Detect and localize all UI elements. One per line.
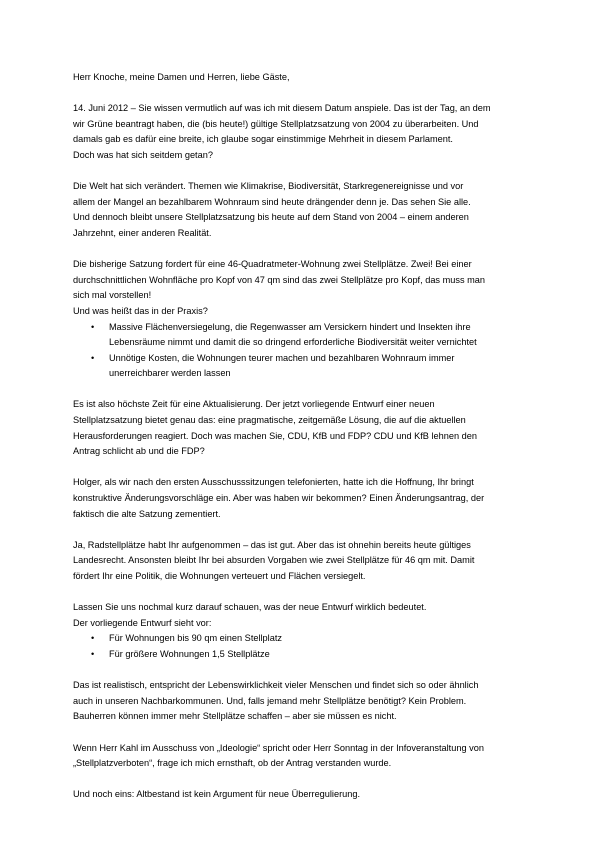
list-item xyxy=(73,351,543,382)
bullet-icon: • xyxy=(91,633,95,644)
list-item xyxy=(73,320,543,351)
consequences-list xyxy=(73,320,543,382)
list-item-text: Für Wohnungen bis 90 qm einen Stellplatz xyxy=(109,633,282,644)
document-page xyxy=(73,70,543,819)
draft-block xyxy=(73,600,543,662)
bullet-icon: • xyxy=(91,352,95,363)
bullet-icon: • xyxy=(91,321,95,332)
bullet-icon: • xyxy=(91,648,95,659)
greeting: Herr Knoche, meine Damen und Herren, liebe Gäste, xyxy=(73,72,290,82)
paragraph-world-changed: Die Welt hat sich verändert. Themen wie Klimakrise, Biodiversität, Starkregenereignisse und vor allem der Mangel an bezahlbarem Wohnraum sind heute drängender denn je. Das sehen Sie alle. Und dennoch bleibt unsere Stellplatzsatzung bis heute auf dem Stand von 2004 – einem anderen Jahrzehnt, einer anderen Realität. xyxy=(73,181,471,238)
list-item-text: Massive Flächenversiegelung, die Regenwasser am Versickern hindert und Insekten ihre Lebensräume nimmt und damit die so dringend erforderliche Biodiversität weiter vernichtet xyxy=(109,321,477,348)
paragraph-ideology: Wenn Herr Kahl im Ausschuss von „Ideologie“ spricht oder Herr Sonntag in der Infoveranstaltung von „Stellplatzverboten“, frage ich mich ernsthaft, ob der Antrag verstanden wurde. xyxy=(73,742,484,769)
paragraph-realistic: Das ist realistisch, entspricht der Lebenswirklichkeit vieler Menschen und findet sich so oder ähnlich auch in unseren Nachbarkommunen. Und, falls jemand mehr Stellplätze benötigt? Kein Problem. Bauherren können immer mehr Stellplätze schaffen – aber sie müssen es nicht. xyxy=(73,680,479,722)
paragraph-bike-parking: Ja, Radstellplätze habt Ihr aufgenommen – das ist gut. Aber das ist ohnehin bereits heute gültiges Landesrecht. Ansonsten bleibt Ihr bei absurden Vorgaben wie zwei Stellplätze für 46 qm mit. Damit fördert Ihr eine Politik, die Wohnungen verteuert und Flächen versiegelt. xyxy=(73,539,475,581)
list-item-text: Unnötige Kosten, die Wohnungen teurer machen und bezahlbaren Wohnraum immer unerreichbarer werden lassen xyxy=(109,352,455,379)
paragraph-holger: Holger, als wir nach den ersten Ausschusssitzungen telefonierten, hatte ich die Hoffnung, Ihr bringt konstruktive Änderungsvorschläge ein. Aber was haben wir bekommen? Einen Änderungsantrag, der faktisch die alte Satzung zementiert. xyxy=(73,477,485,519)
paragraph-date: 14. Juni 2012 – Sie wissen vermutlich auf was ich mit diesem Datum anspiele. Das ist der Tag, an dem wir Grüne beantragt haben, die (bis heute!) gültige Stellplatzsatzung von 2004 zu überarbeiten. Und damals gab es dafür eine breite, ich glaube sogar einstimmige Mehrheit in diesem Parlament. Doch was hat sich seitdem getan? xyxy=(73,103,491,160)
paragraph-update: Es ist also höchste Zeit für eine Aktualisierung. Der jetzt vorliegende Entwurf einer neuen Stellplatzsatzung bietet genau das: eine pragmatische, zeitgemäße Lösung, die auf die aktuellen Herausforderungen reagiert. Doch was machen Sie, CDU, KfB und FDP? CDU und KfB lehnen den Antrag schlicht ab und die FDP? xyxy=(73,399,477,457)
list-item xyxy=(73,631,543,647)
paragraph-current-statute: Die bisherige Satzung fordert für eine 46-Quadratmeter-Wohnung zwei Stellplätze. Zwei! Bei einer durchschnittlichen Wohnfläche pro Kopf von 47 qm sind das zwei Stellplätze pro Kopf, das muss man sich mal vorstellen! Und was heißt das in der Praxis? xyxy=(73,259,485,316)
draft-provisions-list xyxy=(73,631,543,662)
list-item-text: Für größere Wohnungen 1,5 Stellplätze xyxy=(109,648,270,659)
practice-block xyxy=(73,257,543,382)
list-item xyxy=(73,647,543,663)
paragraph-new-draft: Lassen Sie uns nochmal kurz darauf schauen, was der neue Entwurf wirklich bedeutet. Der vorliegende Entwurf sieht vor: xyxy=(73,602,427,628)
paragraph-closing: Und noch eins: Altbestand ist kein Argument für neue Überregulierung. xyxy=(73,789,361,800)
